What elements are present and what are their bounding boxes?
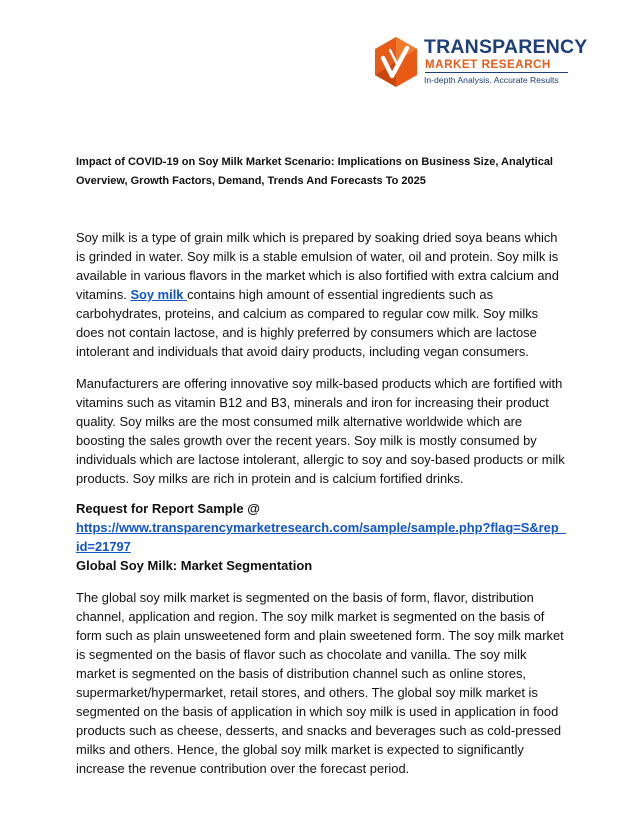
document-body bbox=[76, 153, 566, 778]
segmentation-paragraph: The global soy milk market is segmented on the basis of form, flavor, distribution channel, application and region. The soy milk market is segmented on the basis of form such as plain unsweetened form and plain sweetened form. The soy milk market is segmented on the basis of flavor such as chocolate and vanilla. The soy milk market is segmented on the basis of distribution channel such as online stores, supermarket/hypermarket, retail stores, and others. The global soy milk market is segmented on the basis of application in which soy milk is used in application in food products such as cheese, desserts, and snacks and beverages such as cold-pressed milks and others. Hence, the global soy milk market is expected to significantly increase the revenue contribution over the forecast period. bbox=[76, 590, 564, 776]
sample-request-link[interactable]: https://www.transparencymarketresearch.com/sample/sample.php?flag=S&rep_id=21797 bbox=[76, 520, 566, 554]
manufacturers-paragraph: Manufacturers are offering innovative soy milk-based products which are fortified with vitamins such as vitamin B12 and B3, minerals and iron for increasing their product quality. Soy milks are the most consumed milk alternative worldwide which are boosting the sales growth over the recent years. Soy milk is mostly consumed by individuals which are lactose intolerant, allergic to soy and soy-based products or milk products. Soy milks are rich in protein and is calcium fortified drinks. bbox=[76, 376, 565, 486]
segmentation-heading: Global Soy Milk: Market Segmentation bbox=[76, 558, 313, 573]
company-logo bbox=[372, 36, 588, 92]
sample-request-label: Request for Report Sample @ bbox=[76, 501, 260, 516]
intro-paragraph bbox=[76, 228, 566, 361]
logo-tagline: In-depth Analysis. Accurate Results bbox=[424, 75, 559, 85]
intro-text-start: Soy milk is a type of grain milk which is prepared by soaking dried soya beans which is grinded in water. Soy milk is a stable emulsion of water, oil and protein. Soy milk is available in various flavors in the market which is also fortified with extra calcium and vitamins. bbox=[76, 230, 559, 302]
sample-request bbox=[76, 499, 566, 556]
intro-text-end: contains high amount of essential ingredients such as carbohydrates, proteins, and calcium as compared to regular cow milk. Soy milks does not contain lactose, and is highly preferred by consumers which are lactose intolerant and individuals that avoid dairy products, including vegan consumers. bbox=[76, 287, 539, 359]
document-title: Impact of COVID-19 on Soy Milk Market Scenario: Implications on Business Size, Analytical Overview, Growth Factors, Demand, Trends And Forecasts To 2025 bbox=[76, 156, 553, 187]
logo-subtitle: MARKET RESEARCH bbox=[425, 59, 551, 71]
logo-mark-icon bbox=[372, 36, 420, 88]
logo-name: TRANSPARENCY bbox=[424, 36, 588, 58]
logo-divider bbox=[425, 72, 568, 73]
soy-milk-link[interactable]: Soy milk bbox=[130, 287, 188, 302]
